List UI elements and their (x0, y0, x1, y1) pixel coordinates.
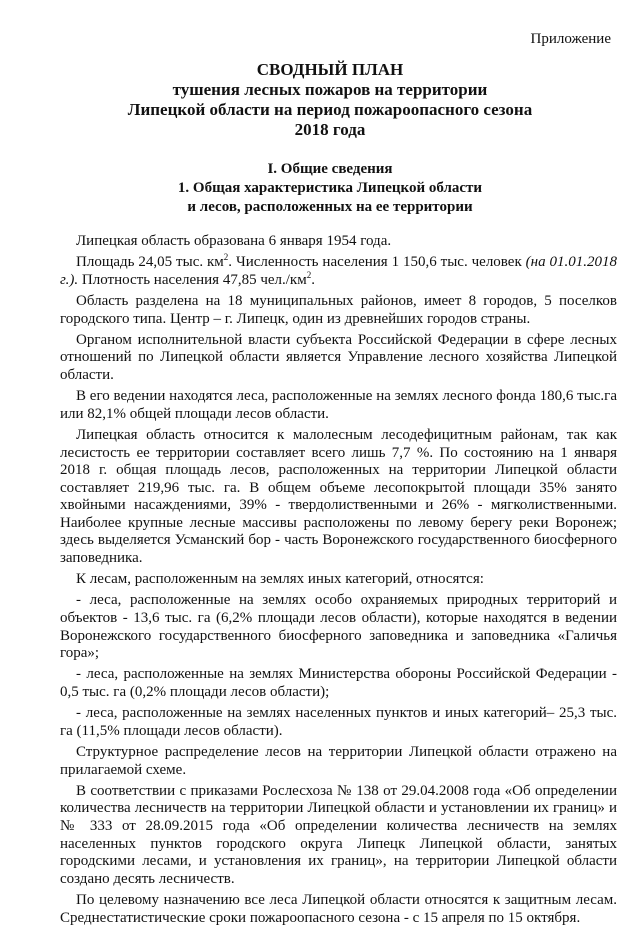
paragraph-2-part-c: Плотность населения 47,85 чел./км (78, 271, 307, 288)
paragraph-7: К лесам, расположенным на землях иных категорий, относятся: (76, 571, 484, 588)
paragraph-12: В соответствии с приказами Рослесхоза № 138 от 29.04.2008 года «Об определении количества лесничеств на территории Липецкой области и установлении их границ» и № 333 от 28.09.2015 года «Об определении количества лесничеств на землях населенных пунктов городского округа Липецк Липецкой области, занятых городскими лесами, и установления их границ», на территории Липецкой области создано десять лесничеств. (60, 782, 617, 887)
paragraph-5: В его ведении находятся леса, расположенные на землях лесного фонда 180,6 тыс.га или 82,1% общей площади лесов области. (60, 388, 617, 422)
title-line-2: тушения лесных пожаров на территории (172, 80, 488, 99)
paragraph-2-part-b: . Численность населения 1 150,6 тыс. человек (228, 254, 526, 271)
superscript-2b: 2 (306, 269, 312, 280)
paragraph-4: Органом исполнительной власти субъекта Российской Федерации в сфере лесных отношений по Липецкой области является Управление лесного хозяйства Липецкой области. (60, 331, 617, 383)
list-item-settlements: - леса, расположенные на землях населенных пунктов и иных категорий– 25,3 тыс. га (11,5% площади лесов области). (60, 705, 617, 739)
list-item-protected-areas: - леса, расположенные на землях особо охраняемых природных территорий и объектов - 13,6 тыс. га (6,2% площади лесов области), которые находятся в ведении Воронежского государственного биосферного заповедника и заповедника «Галичья гора»; (60, 592, 617, 662)
paragraph-3: Область разделена на 18 муниципальных районов, имеет 8 городов, 5 поселков городского типа. Центр – г. Липецк, один из древнейших городов страны. (60, 292, 617, 327)
title-line-4: 2018 года (294, 120, 366, 139)
paragraph-11: Структурное распределение лесов на территории Липецкой области отражено на прилагаемой схеме. (60, 743, 617, 778)
paragraph-2 (60, 254, 617, 289)
paragraph-1: Липецкая область образована 6 января 1954 года. (76, 233, 392, 249)
paragraph-2-part-a: Площадь 24,05 тыс. км (76, 254, 224, 271)
document-body (60, 233, 617, 931)
title-line-1: СВОДНЫЙ ПЛАН (256, 60, 404, 79)
appendix-label: Приложение (530, 31, 611, 47)
subsection-heading (60, 179, 600, 217)
title-line-3: Липецкой области на период пожароопасного сезона (127, 100, 533, 119)
paragraph-2-date: (на 01.01.2018 г.). (60, 254, 617, 288)
superscript-2: 2 (223, 252, 229, 263)
document-title (60, 60, 600, 140)
paragraph-2-part-d: . (311, 271, 315, 288)
list-item-defense-ministry: - леса, расположенные на землях Министерства обороны Российской Федерации - 0,5 тыс. га (0,2% площади лесов области); (60, 666, 617, 700)
section-heading: I. Общие сведения (267, 161, 393, 177)
subsection-line-2: и лесов, расположенных на ее территории (187, 199, 473, 215)
paragraph-13: По целевому назначению все леса Липецкой области относятся к защитным лесам. Среднестатистические сроки пожароопасного сезона - с 15 апреля по 15 октября. (60, 891, 617, 926)
paragraph-6: Липецкая область относится к малолесным лесодефицитным районам, так как лесистость ее территории составляет всего лишь 7,7 %. По состоянию на 1 января 2018 г. общая площадь лесов, расположенных на территории Липецкой области составляет 219,96 тыс. га. В общем объеме лесопокрытой площади 35% занято хвойными насаждениями, 39% - твердолиственными и 26% - мягколиственными. Наиболее крупные лесные массивы расположены по левому берегу реки Воронеж; здесь выделяется Усманский бор - часть Воронежского государственного биосферного заповедника. (60, 426, 617, 567)
subsection-line-1: 1. Общая характеристика Липецкой области (177, 180, 483, 196)
